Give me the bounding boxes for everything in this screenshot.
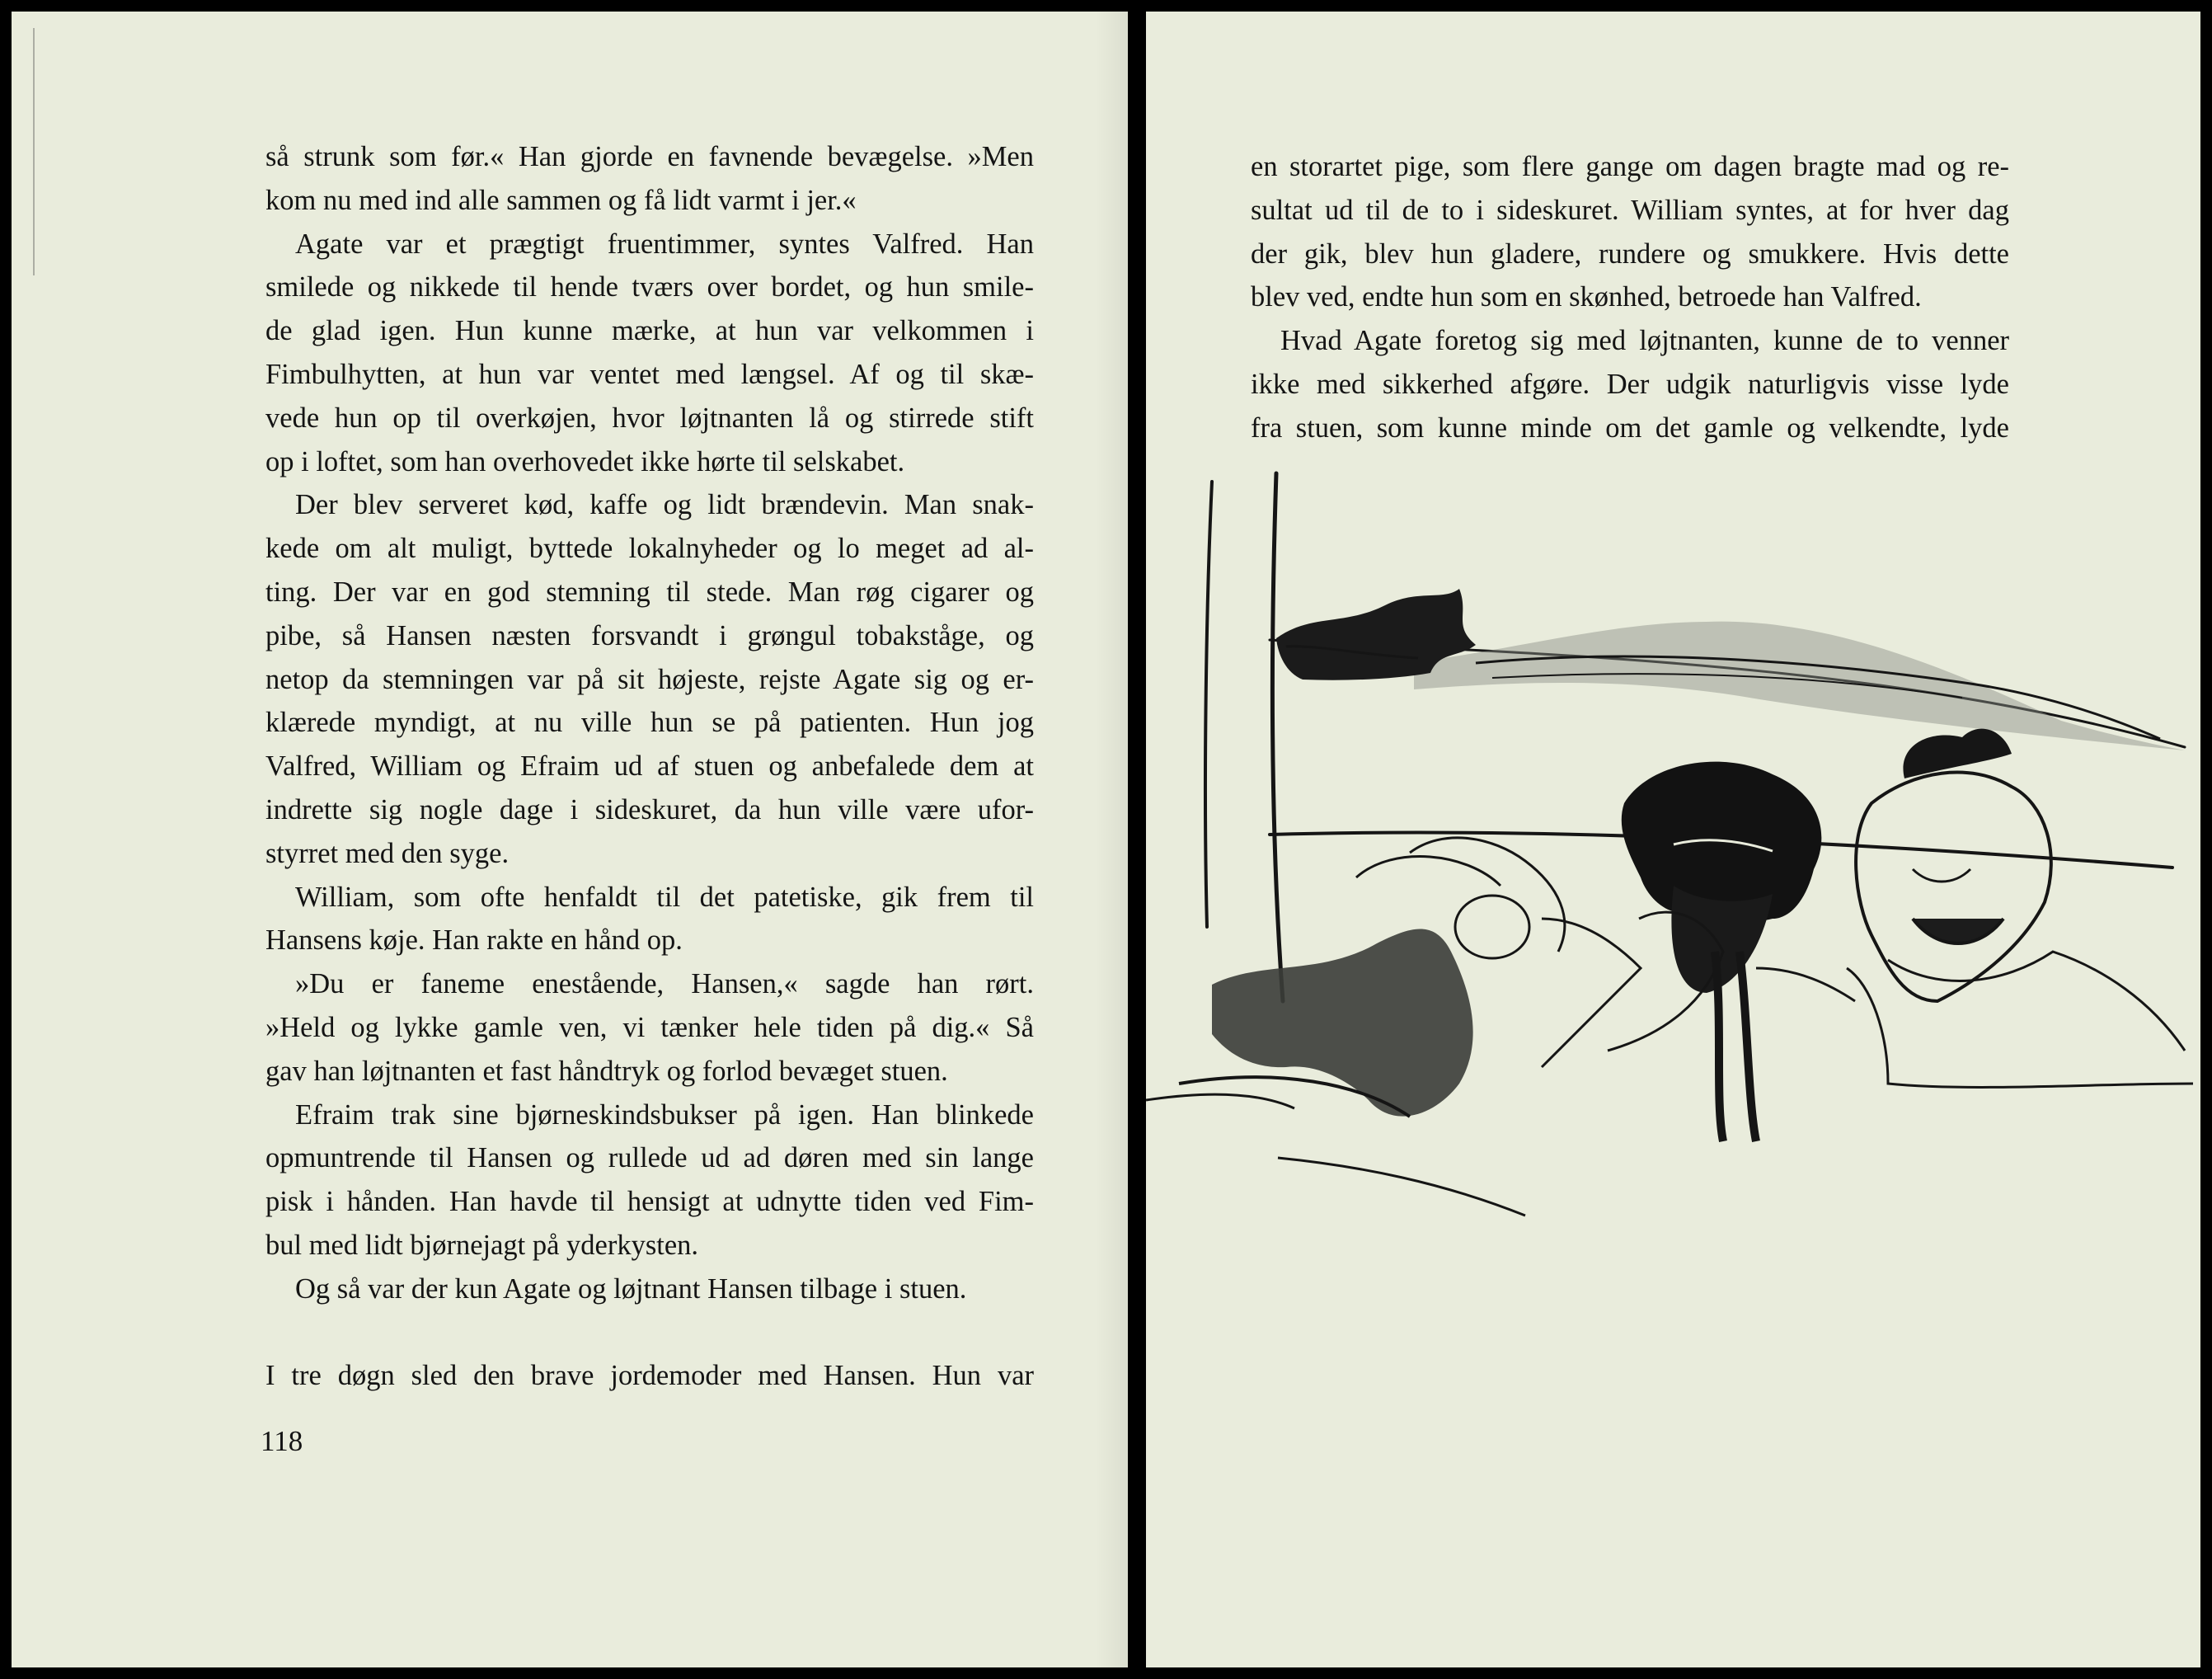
text-line: indrette sig nogle dage i sideskuret, da hun ville være ufor- [265, 793, 1034, 825]
text-line: Agate var et prægtigt fruentimmer, syntes Valfred. Han [295, 228, 1034, 260]
text-line: Og så var der kun Agate og løjtnant Hansen tilbage i stuen. [295, 1272, 967, 1305]
text-line: »Held og lykke gamle ven, vi tænker hele tiden på dig.« Så [265, 1011, 1034, 1043]
text-line: »Du er faneme enestående, Hansen,« sagde han rørt. [295, 968, 1034, 1000]
text-line: pisk i hånden. Han havde til hensigt at udnytte tiden ved Fim- [265, 1186, 1034, 1218]
text-line: Der blev serveret kød, kaffe og lidt brændevin. Man snak- [295, 489, 1034, 521]
bunk-post-left [1205, 482, 1212, 927]
pipe-smoking-figure [1146, 838, 1641, 1216]
bunk-post-right [1272, 473, 1283, 1001]
ink-illustration [1146, 457, 2200, 1347]
right-page-body-text [1251, 145, 2009, 450]
text-line: gav han løjtnanten et fast håndtryk og forlod bevæget stuen. [265, 1055, 948, 1087]
smiling-figure [1847, 729, 2193, 1088]
text-line: Hvad Agate foretog sig med løjtnanten, kunne de to venner [1280, 325, 2009, 357]
text-line: Fimbulhytten, at hun var ventet med længsel. Af og til skæ- [265, 358, 1034, 390]
text-line: de glad igen. Hun kunne mærke, at hun var velkommen i [265, 315, 1034, 347]
right-page [1146, 12, 2200, 1667]
text-line: pibe, så Hansen næsten forsvandt i grøngul tobakståge, og [265, 619, 1034, 651]
text-line: fra stuen, som kunne minde om det gamle og velkendte, lyde [1251, 412, 2009, 444]
text-line: en storartet pige, som flere gange om dagen bragte mad og re- [1251, 151, 2009, 182]
text-line: Efraim trak sine bjørneskindsbukser på igen. Han blinkede [295, 1098, 1034, 1131]
page-edge-mark [33, 28, 35, 275]
text-line: ikke med sikkerhed afgøre. Der udgik naturligvis visse lyde [1251, 368, 2009, 400]
text-line: kom nu med ind alle sammen og få lidt varmt i jer.« [265, 184, 857, 216]
text-line: der gik, blev hun gladere, rundere og smukkere. Hvis dette [1251, 238, 2009, 270]
text-line: bul med lidt bjørnejagt på yderkysten. [265, 1229, 699, 1261]
text-line: smilede og nikkede til hende tværs over bordet, og hun smile- [265, 271, 1034, 303]
text-line: sultat ud til de to i sideskuret. William syntes, at for hver dag [1251, 194, 2009, 226]
text-line: I tre døgn sled den brave jordemoder med Hansen. Hun var [265, 1359, 1034, 1391]
text-line: så strunk som før.« Han gjorde en favnende bevægelse. »Men [265, 141, 1034, 172]
text-line: op i loftet, som han overhovedet ikke hørte til selskabet. [265, 445, 905, 477]
text-line: styrret med den syge. [265, 837, 510, 869]
left-page [12, 12, 1128, 1667]
left-page-body-text [265, 135, 1034, 1397]
text-line: netop da stemningen var på sit højeste, rejste Agate sig og er- [265, 663, 1034, 695]
text-line: opmuntrende til Hansen og rullede ud ad døren med sin lange [265, 1142, 1034, 1174]
sleeping-figure [1276, 589, 2185, 750]
text-line: Hansens køje. Han rakte en hånd op. [265, 924, 683, 957]
text-line: kede om alt muligt, byttede lokalnyheder og lo meget ad al- [265, 533, 1034, 565]
page-number: 118 [261, 1425, 303, 1457]
text-line: vede hun op til overkøjen, hvor løjtnanten lå og stirrede stift [265, 402, 1034, 434]
bearded-figure [1608, 762, 1855, 1141]
text-line: ting. Der var en god stemning til stede. Man røg cigarer og [265, 576, 1034, 608]
text-line: blev ved, endte hun som en skønhed, betroede han Valfred. [1251, 281, 1922, 313]
text-line: William, som ofte henfaldt til det patetiske, gik frem til [295, 881, 1034, 913]
text-line: klærede myndigt, at nu ville hun se på patienten. Hun jog [265, 707, 1034, 739]
gutter-shadow [1095, 12, 1128, 1667]
text-line: Valfred, William og Efraim ud af stuen og anbefalede dem at [265, 750, 1034, 783]
